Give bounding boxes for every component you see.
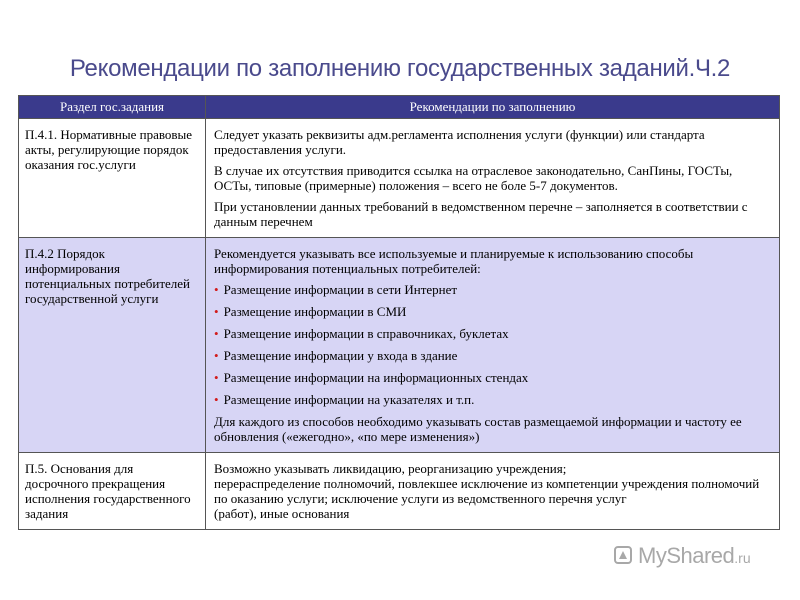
paragraph: В случае их отсутствия приводится ссылка на отраслевое законодательно, СанПины, ГОСТы, ОСТы, типовые (примерные) положения – всего не боле 5-7 документов. [214, 163, 733, 193]
page-title: Рекомендации по заполнению государственных заданий.Ч.2 [69, 55, 731, 82]
section-cell: П.4.1. Нормативные правовые акты, регулирующие порядок оказания гос.услуги [19, 119, 206, 238]
table-row [19, 453, 780, 530]
bullet-icon: • [214, 370, 219, 385]
list-item: • Размещение информации в СМИ [214, 304, 407, 319]
text-line: Возможно указывать ликвидацию, реорганизацию учреждения; [214, 461, 567, 476]
watermark-text: MyShared [638, 543, 735, 568]
list-item: • Размещение информации в справочниках, буклетах [214, 326, 509, 341]
recommendation-cell [206, 119, 780, 238]
paragraph: При установлении данных требований в ведомственном перечне – заполняется в соответствии с данным перечнем [214, 199, 748, 229]
paragraph: Для каждого из способов необходимо указывать состав размещаемой информации и частоту ее обновления («ежегодно», «по мере изменения») [214, 414, 742, 444]
column-header-section: Раздел гос.задания [19, 96, 206, 119]
table-row [19, 119, 780, 238]
paragraph: Следует указать реквизиты адм.регламента исполнения услуги (функции) или стандарта предоставления услуги. [214, 127, 705, 157]
column-header-recommendations: Рекомендации по заполнению [206, 96, 780, 119]
section-cell: П.5. Основания для досрочного прекращения исполнения государственного задания [19, 453, 206, 530]
watermark-domain: .ru [734, 550, 751, 566]
bullet-icon: • [214, 392, 219, 407]
list-item: • Размещение информации в сети Интернет [214, 282, 458, 297]
text-line: (работ), иные основания [214, 506, 350, 521]
paragraph: Рекомендуется указывать все используемые и планируемые к использованию способы информирования потенциальных потребителей: [214, 246, 694, 276]
recommendations-table [18, 95, 780, 530]
watermark [612, 543, 751, 569]
text-line: перераспределение полномочий, повлекшее исключение из компетенции учреждения полномочий по оказанию услуги; исключение услуги из ведомственного перечня услуг [214, 476, 760, 506]
table-row [19, 238, 780, 453]
watermark-logo-icon [612, 544, 634, 566]
list-item: • Размещение информации на информационных стендах [214, 370, 529, 385]
list-item: • Размещение информации у входа в здание [214, 348, 458, 363]
bullet-icon: • [214, 348, 219, 363]
list-item: • Размещение информации на указателях и т.п. [214, 392, 475, 407]
recommendation-cell [206, 453, 780, 530]
section-cell: П.4.2 Порядок информирования потенциальных потребителей государственной услуги [19, 238, 206, 453]
table-header-row [19, 96, 780, 119]
bullet-icon: • [214, 304, 219, 319]
bullet-icon: • [214, 326, 219, 341]
recommendation-cell [206, 238, 780, 453]
bullet-icon: • [214, 282, 219, 297]
